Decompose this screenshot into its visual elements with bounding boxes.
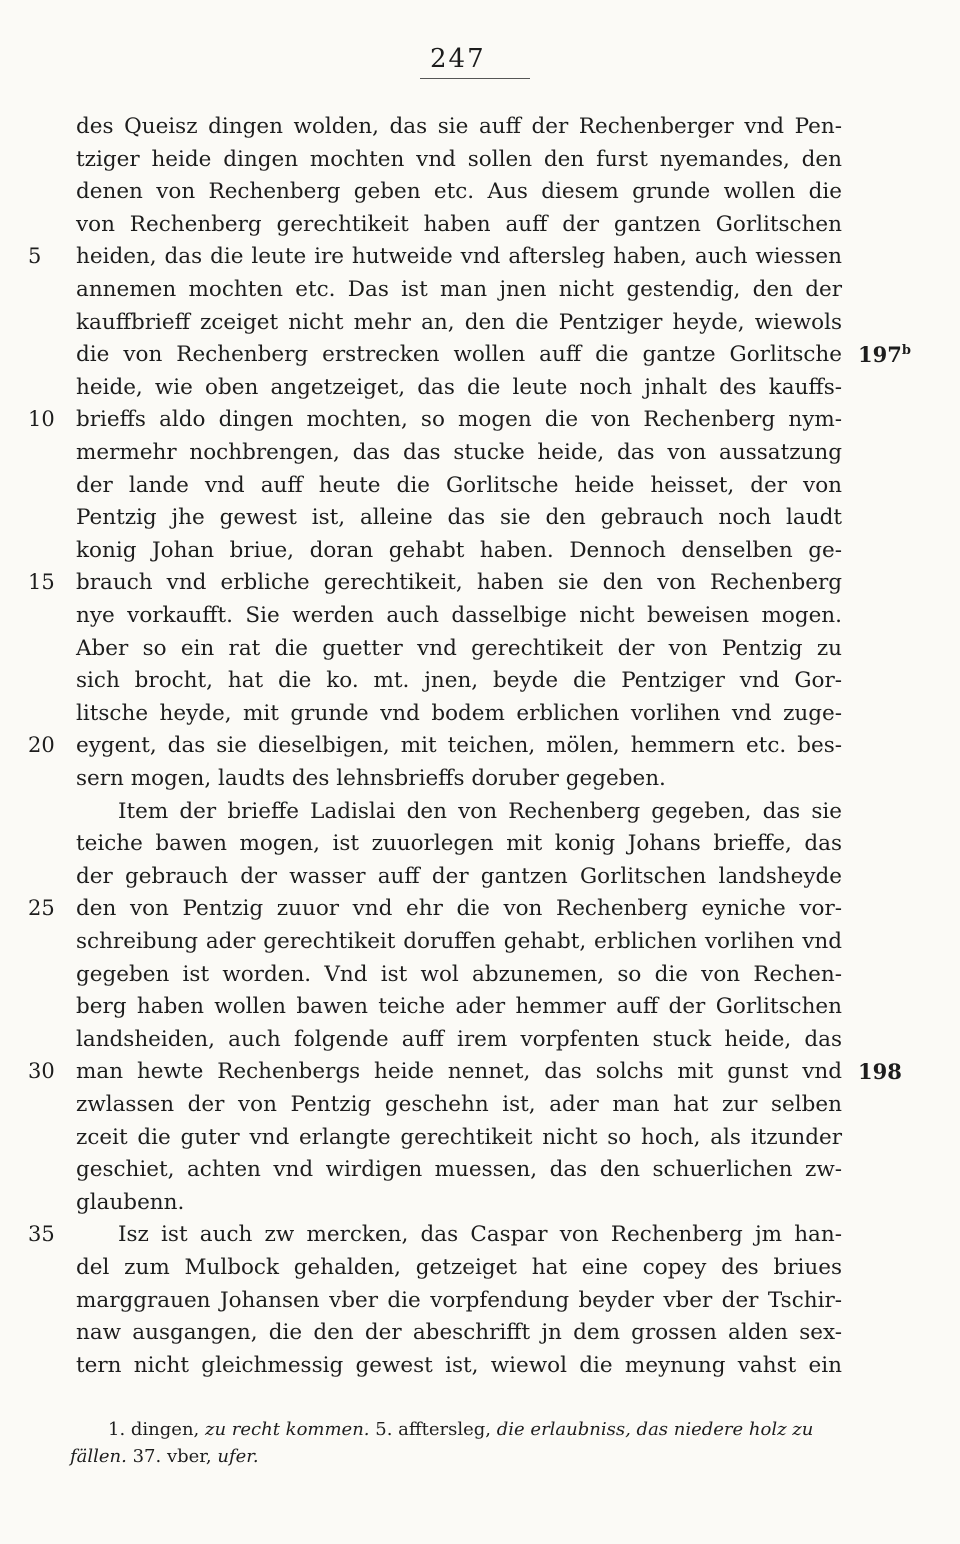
text-line — [0, 273, 960, 306]
line-number: 20 — [28, 733, 55, 758]
line-text: sich brocht, hat die ko. mt. jnen, beyde die Pentziger vnd Gor- — [76, 668, 842, 694]
text-line — [0, 110, 960, 143]
line-text: glaubenn. — [76, 1189, 185, 1215]
line-text: annemen mochten etc. Das ist man jnen nicht gestendig, den der — [76, 277, 842, 302]
text-line — [0, 1284, 960, 1317]
text-line — [0, 958, 960, 991]
line-text: tziger heide dingen mochten vnd sollen den furst nyemandes, den — [76, 146, 842, 172]
text-line — [0, 501, 960, 534]
line-text: brauch vnd erbliche gerechtikeit, haben sie den von Rechenberg — [76, 570, 842, 596]
line-text: kauffbrieff zceiget nicht mehr an, den die Pentziger heyde, wiewols — [76, 309, 842, 335]
text-line — [0, 860, 960, 893]
line-number: 5 — [28, 244, 42, 269]
line-text: den von Pentzig zuuor vnd ehr die von Rechenberg eyniche vor- — [76, 896, 842, 922]
text-line — [0, 1316, 960, 1349]
text-line — [0, 1023, 960, 1056]
margin-page-number: 198 — [858, 1059, 902, 1085]
margin-page-reference — [858, 1059, 902, 1084]
footnote-gloss: ufer. — [217, 1446, 259, 1467]
page-number: 247 — [430, 44, 486, 74]
line-number: 15 — [28, 570, 55, 595]
line-text: konig Johan briue, doran gehabt haben. Dennoch denselben ge- — [76, 537, 842, 563]
text-line — [0, 664, 960, 697]
text-line — [0, 1153, 960, 1186]
text-line — [0, 827, 960, 860]
page-number-rule — [420, 78, 530, 79]
text-line — [0, 762, 960, 795]
text-line — [0, 143, 960, 176]
footnote-gloss: die erlaubniss, das niedere holz zu — [496, 1419, 814, 1440]
text-line — [0, 599, 960, 632]
text-line — [0, 436, 960, 469]
footnote-line-2 — [70, 1443, 840, 1470]
line-text: landsheiden, auch folgende auff irem vorpfenten stuck heide, das — [76, 1026, 842, 1052]
line-number: 10 — [28, 407, 55, 432]
text-line — [0, 925, 960, 958]
text-line — [0, 469, 960, 502]
line-text: teiche bawen mogen, ist zuuorlegen mit konig Johans brieffe, das — [76, 831, 842, 857]
line-text: sern mogen, laudts des lehnsbrieffs doruber gegeben. — [76, 766, 666, 791]
footnote-reference: 5. afftersleg, — [369, 1419, 497, 1440]
line-text: man hewte Rechenbergs heide nennet, das solchs mit gunst vnd — [76, 1059, 842, 1085]
text-line — [0, 1218, 960, 1251]
line-text: von Rechenberg gerechtikeit haben auff der gantzen Gorlitschen — [76, 211, 842, 237]
line-text: naw ausgangen, die den der abeschrifft jn dem grossen alden sex- — [76, 1320, 842, 1346]
text-line — [0, 990, 960, 1023]
line-text: gegeben ist worden. Vnd ist wol abzunemen, so die von Rechen- — [76, 961, 842, 987]
line-text: brieffs aldo dingen mochten, so mogen die von Rechenberg nym- — [76, 407, 842, 433]
text-line — [0, 403, 960, 436]
line-text: berg haben wollen bawen teiche ader hemmer auff der Gorlitschen — [76, 994, 842, 1020]
text-line — [0, 795, 960, 828]
line-text: Aber so ein rat die guetter vnd gerechtikeit der von Pentzig zu — [76, 635, 842, 661]
line-text: die von Rechenberg erstrecken wollen auff die gantze Gorlitsche — [76, 342, 842, 368]
text-line — [0, 534, 960, 567]
line-text: zwlassen der von Pentzig geschehn ist, ader man hat zur selben — [76, 1092, 842, 1117]
line-number: 35 — [28, 1222, 55, 1247]
text-line — [0, 1349, 960, 1382]
text-line — [0, 1121, 960, 1154]
line-text: der gebrauch der wasser auff der gantzen Gorlitschen landsheyde — [76, 863, 842, 889]
line-text: der lande vnd auff heute die Gorlitsche heide heisset, der von — [76, 472, 842, 498]
text-line — [0, 1088, 960, 1121]
line-text: heiden, das die leute ire hutweide vnd aftersleg haben, auch wiessen — [76, 244, 842, 270]
line-number: 30 — [28, 1059, 55, 1084]
text-line — [0, 1186, 960, 1219]
text-line — [0, 1251, 960, 1284]
line-text: del zum Mulbock gehalden, getzeiget hat eine copey des briues — [76, 1255, 842, 1280]
line-number: 25 — [28, 896, 55, 921]
footnote-reference: 1. dingen, — [108, 1419, 205, 1440]
line-text: marggrauen Johansen vber die vorpfendung beyder vber der Tschir- — [76, 1287, 842, 1313]
line-text: des Queisz dingen wolden, das sie auff der Rechenberger vnd Pen- — [76, 114, 842, 139]
line-text: tern nicht gleichmessig gewest ist, wiewol die meynung vahst ein — [76, 1352, 842, 1378]
footnote-line-1 — [70, 1416, 840, 1443]
text-line — [0, 306, 960, 339]
line-text: nye vorkaufft. Sie werden auch dasselbige nicht beweisen mogen. — [76, 603, 842, 628]
footnotes — [70, 1416, 840, 1470]
text-line — [0, 208, 960, 241]
footnote-gloss: fällen. — [70, 1446, 127, 1467]
margin-page-suffix: b — [901, 343, 911, 359]
line-text: Isz ist auch zw mercken, das Caspar von Rechenberg jm han- — [118, 1222, 842, 1248]
line-text: Pentzig jhe gewest ist, alleine das sie den gebrauch noch laudt — [76, 505, 842, 531]
line-text: eygent, das sie dieselbigen, mit teichen, mölen, hemmern etc. bes- — [76, 733, 842, 759]
line-text: geschiet, achten vnd wirdigen muessen, das den schuerlichen zw- — [76, 1157, 842, 1183]
text-line — [0, 697, 960, 730]
line-text: zceit die guter vnd erlangte gerechtikeit nicht so hoch, als itzunder — [76, 1124, 842, 1150]
line-text: heide, wie oben angetzeiget, das die leute noch jnhalt des kauffs- — [76, 374, 842, 400]
text-line — [0, 371, 960, 404]
text-line — [0, 566, 960, 599]
footnote-gloss: zu recht kommen. — [204, 1419, 370, 1440]
line-text: litsche heyde, mit grunde vnd bodem erblichen vorlihen vnd zuge- — [76, 700, 842, 726]
line-text: mermehr nochbrengen, das das stucke heide, das von aussatzung — [76, 440, 842, 465]
text-line — [0, 338, 960, 371]
footnote-reference: 37. vber, — [126, 1446, 218, 1467]
text-line — [0, 892, 960, 925]
line-text: denen von Rechenberg geben etc. Aus diesem grunde wollen die — [76, 179, 842, 205]
line-text: Item der brieffe Ladislai den von Rechenberg gegeben, das sie — [118, 798, 842, 824]
text-line — [0, 1055, 960, 1088]
margin-page-number: 197 — [858, 342, 902, 368]
margin-page-reference — [858, 342, 911, 367]
line-text: schreibung ader gerechtikeit doruffen gehabt, erblichen vorlihen vnd — [76, 929, 842, 954]
text-line — [0, 175, 960, 208]
text-line — [0, 729, 960, 762]
text-line — [0, 240, 960, 273]
text-line — [0, 632, 960, 665]
